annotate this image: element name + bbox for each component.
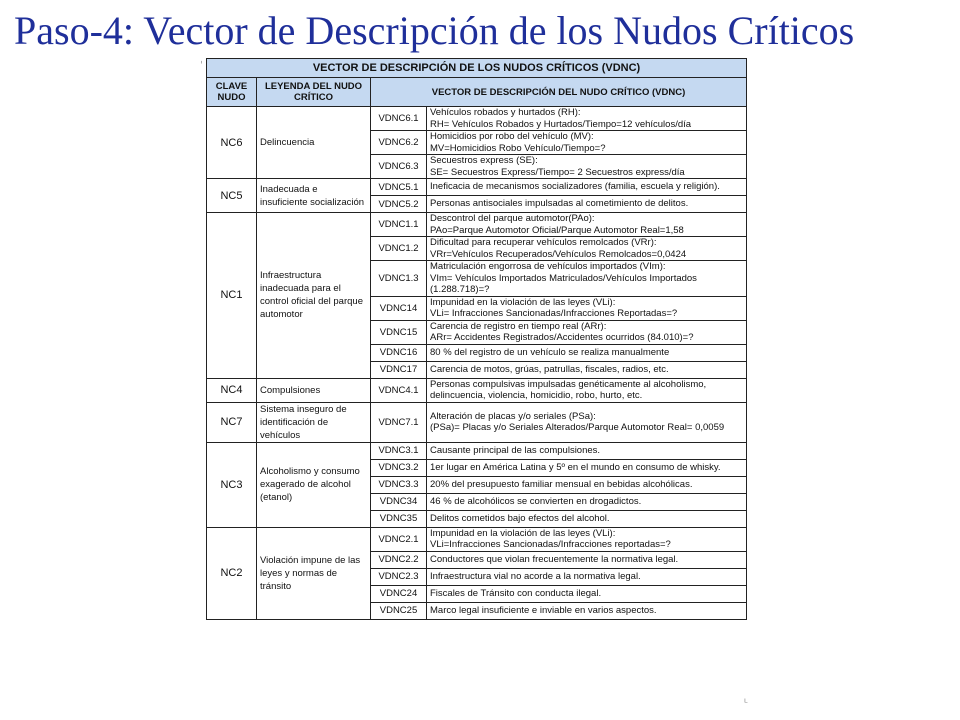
description-line: 1er lugar en América Latina y 5º en el mundo en consumo de whisky. bbox=[430, 461, 721, 473]
description-line: VRr=Vehículos Recuperados/Vehículos Remolcados=0,0424 bbox=[430, 248, 687, 260]
description-line: Descontrol del parque automotor(PAo): bbox=[430, 213, 595, 224]
vector-description bbox=[427, 213, 747, 237]
vector-code: VDNC25 bbox=[371, 602, 427, 619]
vector-code: VDNC6.2 bbox=[371, 131, 427, 155]
description-line: Fiscales de Tránsito con conducta ilegal. bbox=[430, 587, 602, 599]
description-line: 20% del presupuesto familiar mensual en bebidas alcohólicas. bbox=[430, 478, 693, 490]
description-line: Matriculación engorrosa de vehículos importados (VIm): bbox=[430, 261, 666, 272]
node-key: NC6 bbox=[207, 107, 257, 179]
description-line: Personas compulsivas impulsadas genéticamente al alcoholismo, bbox=[430, 378, 707, 390]
description-line: 80 % del registro de un vehículo se realiza manualmente bbox=[430, 346, 670, 358]
node-key: NC7 bbox=[207, 402, 257, 442]
header-vector: VECTOR DE DESCRIPCIÓN DEL NUDO CRÍTICO (VDNC) bbox=[371, 78, 747, 107]
description-line: delincuencia, violencia, homicidio, robo, hurto, etc. bbox=[430, 390, 643, 401]
node-key: NC2 bbox=[207, 527, 257, 619]
description-line: Delitos cometidos bajo efectos del alcohol. bbox=[430, 512, 610, 524]
description-line: Causante principal de las compulsiones. bbox=[430, 444, 601, 456]
description-line: (PSa)= Placas y/o Seriales Alterados/Parque Automotor Real= 0,0059 bbox=[430, 422, 725, 433]
header-legend: LEYENDA DEL NUDO CRÍTICO bbox=[257, 78, 371, 107]
node-legend: Compulsiones bbox=[257, 378, 371, 402]
vector-description bbox=[427, 510, 747, 527]
slide-title: Paso-4: Vector de Descripción de los Nudos Críticos bbox=[14, 8, 855, 53]
vector-description bbox=[427, 344, 747, 361]
vector-description bbox=[427, 527, 747, 551]
vector-code: VDNC34 bbox=[371, 493, 427, 510]
vector-code: VDNC14 bbox=[371, 296, 427, 320]
vector-description bbox=[427, 442, 747, 459]
node-legend: Sistema inseguro de identificación de vehículos bbox=[257, 402, 371, 442]
vector-description bbox=[427, 107, 747, 131]
node-key: NC3 bbox=[207, 442, 257, 527]
node-legend: Violación impune de las leyes y normas de tránsito bbox=[257, 527, 371, 619]
table-row bbox=[207, 527, 747, 551]
description-line: Dificultad para recuperar vehículos remolcados (VRr): bbox=[430, 237, 657, 248]
vector-code: VDNC2.2 bbox=[371, 551, 427, 568]
node-key: NC1 bbox=[207, 213, 257, 379]
description-line: SE= Secuestros Express/Tiempo= 2 Secuestros express/día bbox=[430, 166, 685, 178]
vdnc-table bbox=[206, 58, 747, 620]
description-line: VLi= Infracciones Sancionadas/Infracciones Reportadas=? bbox=[430, 308, 678, 319]
vector-description bbox=[427, 493, 747, 510]
description-line: Secuestros express (SE): bbox=[430, 155, 538, 166]
node-legend: Alcoholismo y consumo exagerado de alcohol (etanol) bbox=[257, 442, 371, 527]
vector-code: VDNC6.3 bbox=[371, 155, 427, 179]
vector-code: VDNC17 bbox=[371, 361, 427, 378]
vector-code: VDNC4.1 bbox=[371, 378, 427, 402]
table-row bbox=[207, 442, 747, 459]
description-line: Impunidad en la violación de las leyes (VLi): bbox=[430, 296, 616, 308]
description-line: Impunidad en la violación de las leyes (VLi): bbox=[430, 527, 616, 539]
vector-description bbox=[427, 361, 747, 378]
description-line: (1.288.718)=? bbox=[430, 284, 490, 295]
node-legend: Infraestructura inadecuada para el control oficial del parque automotor bbox=[257, 213, 371, 379]
vector-description bbox=[427, 568, 747, 585]
corner-mark-bottom: ᴸ bbox=[744, 698, 748, 709]
table-row bbox=[207, 107, 747, 131]
vector-code: VDNC2.3 bbox=[371, 568, 427, 585]
description-line: Homicidios por robo del vehículo (MV): bbox=[430, 131, 594, 142]
vector-description bbox=[427, 131, 747, 155]
description-line: Vehículos robados y hurtados (RH): bbox=[430, 107, 581, 118]
vector-code: VDNC16 bbox=[371, 344, 427, 361]
node-legend: Inadecuada e insuficiente socialización bbox=[257, 179, 371, 213]
vector-description bbox=[427, 402, 747, 442]
vector-description bbox=[427, 459, 747, 476]
table-caption: VECTOR DE DESCRIPCIÓN DE LOS NUDOS CRÍTICOS (VDNC) bbox=[207, 59, 747, 78]
vector-description bbox=[427, 585, 747, 602]
vector-code: VDNC5.2 bbox=[371, 196, 427, 213]
vector-description bbox=[427, 320, 747, 344]
node-legend: Delincuencia bbox=[257, 107, 371, 179]
vector-description bbox=[427, 179, 747, 196]
description-line: ARr= Accidentes Registrados/Accidentes ocurridos (84.010)=? bbox=[430, 332, 694, 343]
description-line: Carencia de motos, grúas, patrullas, fiscales, radios, etc. bbox=[430, 363, 669, 375]
vector-code: VDNC7.1 bbox=[371, 402, 427, 442]
description-line: Personas antisociales impulsadas al cometimiento de delitos. bbox=[430, 198, 689, 210]
table-row bbox=[207, 378, 747, 402]
description-line: Infraestructura vial no acorde a la normativa legal. bbox=[430, 570, 641, 582]
vector-code: VDNC15 bbox=[371, 320, 427, 344]
vector-description bbox=[427, 196, 747, 213]
vector-code: VDNC3.2 bbox=[371, 459, 427, 476]
table-row bbox=[207, 213, 747, 237]
node-key: NC5 bbox=[207, 179, 257, 213]
vector-code: VDNC1.1 bbox=[371, 213, 427, 237]
vector-code: VDNC5.1 bbox=[371, 179, 427, 196]
vector-code: VDNC1.2 bbox=[371, 237, 427, 261]
vector-code: VDNC3.3 bbox=[371, 476, 427, 493]
description-line: Marco legal insuficiente e inviable en varios aspectos. bbox=[430, 604, 657, 616]
corner-mark-top: ˌ bbox=[200, 54, 203, 65]
description-line: RH= Vehículos Robados y Hurtados/Tiempo=12 vehículos/día bbox=[430, 118, 692, 130]
vector-code: VDNC24 bbox=[371, 585, 427, 602]
vector-code: VDNC6.1 bbox=[371, 107, 427, 131]
vector-description bbox=[427, 296, 747, 320]
vector-code: VDNC3.1 bbox=[371, 442, 427, 459]
description-line: PAo=Parque Automotor Oficial/Parque Automotor Real=1,58 bbox=[430, 224, 684, 236]
description-line: 46 % de alcohólicos se convierten en drogadictos. bbox=[430, 495, 642, 507]
vector-description bbox=[427, 378, 747, 402]
node-key: NC4 bbox=[207, 378, 257, 402]
vector-description bbox=[427, 551, 747, 568]
vector-description bbox=[427, 237, 747, 261]
description-line: Alteración de placas y/o seriales (PSa): bbox=[430, 410, 596, 422]
description-line: VIm= Vehículos Importados Matriculados/Vehículos Importados bbox=[430, 272, 697, 284]
vector-description bbox=[427, 155, 747, 179]
vector-description bbox=[427, 602, 747, 619]
table-row bbox=[207, 402, 747, 442]
vector-description bbox=[427, 261, 747, 297]
table-row bbox=[207, 179, 747, 196]
description-line: MV=Homicidios Robo Vehículo/Tiempo=? bbox=[430, 142, 606, 154]
vector-code: VDNC35 bbox=[371, 510, 427, 527]
vector-code: VDNC2.1 bbox=[371, 527, 427, 551]
vector-code: VDNC1.3 bbox=[371, 261, 427, 297]
vector-description bbox=[427, 476, 747, 493]
description-line: Conductores que violan frecuentemente la normativa legal. bbox=[430, 553, 679, 565]
header-key: CLAVE NUDO bbox=[207, 78, 257, 107]
description-line: VLi=Infracciones Sancionadas/Infracciones reportadas=? bbox=[430, 539, 671, 550]
description-line: Ineficacia de mecanismos socializadores (familia, escuela y religión). bbox=[430, 181, 720, 193]
description-line: Carencia de registro en tiempo real (ARr): bbox=[430, 320, 607, 332]
